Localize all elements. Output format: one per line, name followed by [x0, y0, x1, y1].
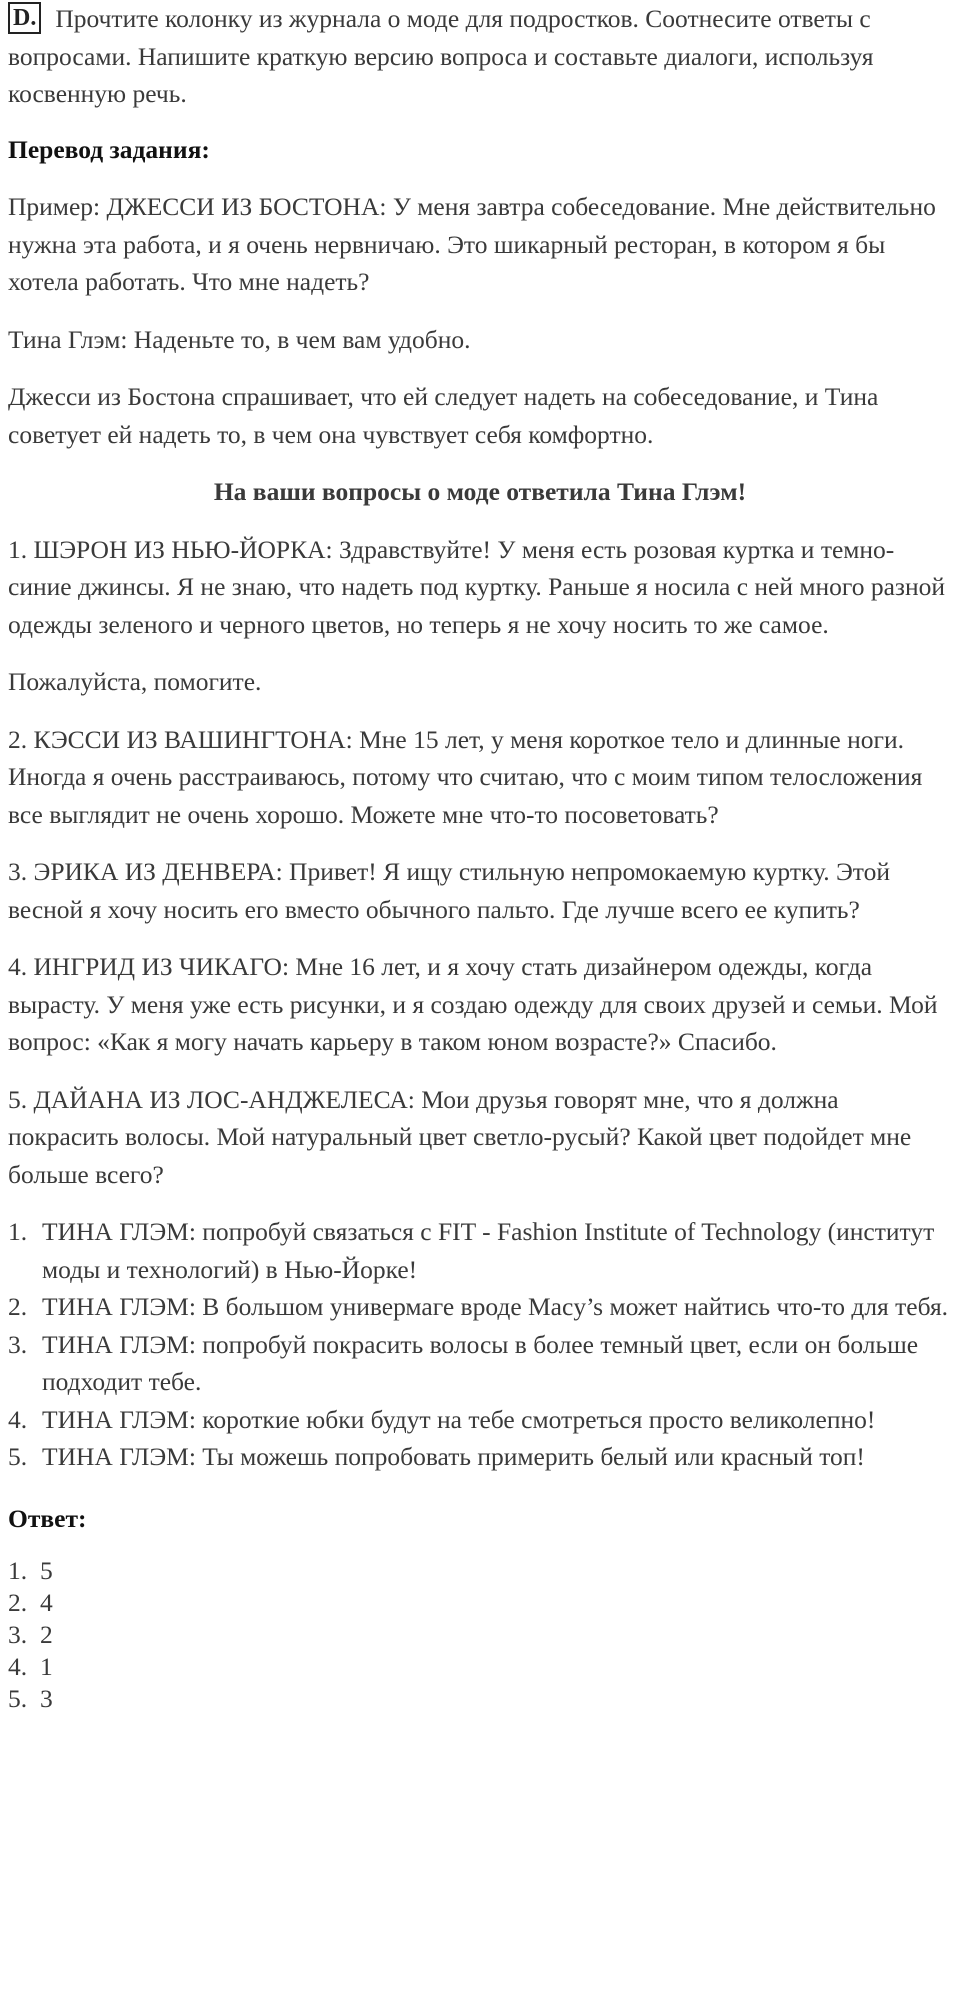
answer-key-value: 1 — [40, 1652, 53, 1681]
tina-answers-list — [8, 1213, 952, 1476]
example-reported-speech: Джесси из Бостона спрашивает, что ей следует надеть на собеседование, и Тина советует ей надеть то, в чем она чувствует себя комфортно. — [8, 382, 879, 449]
answer-key-item — [8, 1651, 952, 1683]
list-item-number: 4. — [8, 1404, 28, 1434]
list-item-text: ТИНА ГЛЭМ: короткие юбки будут на тебе смотреться просто великолепно! — [42, 1404, 876, 1434]
example-question: Пример: ДЖЕССИ ИЗ БОСТОНА: У меня завтра собеседование. Мне действительно нужна эта работа, и я очень нервничаю. Это шикарный ресторан, в котором я бы хотела работать. Что мне надеть? — [8, 192, 936, 296]
list-item-text: ТИНА ГЛЭМ: Ты можешь попробовать примерить белый или красный топ! — [42, 1442, 865, 1471]
task-text: Прочтите колонку из журнала о моде для подростков. Соотнесите ответы с вопросами. Напишите краткую версию вопроса и составьте диалоги, используя косвенную речь. — [8, 4, 874, 108]
list-item-number: 1. — [8, 1217, 28, 1246]
list-item-text: ТИНА ГЛЭМ: В большом универмаге вроде Macy’s может найтись что-то для тебя. — [42, 1292, 949, 1321]
answer-key-number: 3. — [8, 1620, 28, 1649]
list-item — [8, 1326, 952, 1401]
question-1: 1. ШЭРОН ИЗ НЬЮ-ЙОРКА: Здравствуйте! У меня есть розовая куртка и темно-синие джинсы. Я не знаю, что надеть под куртку. Раньше я носила с ней много разной одежды зеленого и черного цветов, но теперь я не хочу носить то же самое. — [8, 534, 946, 639]
answer-key-item — [8, 1683, 952, 1715]
list-item-text: ТИНА ГЛЭМ: попробуй покрасить волосы в более темный цвет, если он больше подходит тебе. — [42, 1329, 919, 1396]
list-item-number: 2. — [8, 1292, 28, 1321]
list-item-number: 3. — [8, 1329, 28, 1359]
list-item — [8, 1401, 952, 1439]
answer-heading: Ответ: — [8, 1503, 87, 1533]
answer-key-number: 4. — [8, 1652, 28, 1681]
list-item-number: 5. — [8, 1442, 28, 1471]
answer-key-value: 4 — [40, 1588, 53, 1617]
answer-key-number: 5. — [8, 1684, 28, 1713]
answer-key-item — [8, 1555, 952, 1587]
list-item-text: ТИНА ГЛЭМ: попробуй связаться с FIT - Fashion Institute of Technology (институт моды и технологий) в Нью-Йорке! — [42, 1217, 935, 1284]
question-5: 5. ДАЙАНА ИЗ ЛОС-АНДЖЕЛЕСА: Мои друзья говорят мне, что я должна покрасить волосы. Мой натуральный цвет светло-русый? Какой цвет подойдет мне больше всего? — [8, 1084, 912, 1189]
translation-heading: Перевод задания: — [8, 134, 210, 164]
question-3: 3. ЭРИКА ИЗ ДЕНВЕРА: Привет! Я ищу стильную непромокаемую куртку. Этой весной я хочу носить его вместо обычного пальто. Где лучше всего ее купить? — [8, 857, 890, 924]
answer-key-number: 2. — [8, 1588, 28, 1617]
question-2: 2. КЭССИ ИЗ ВАШИНГТОНА: Мне 15 лет, у меня короткое тело и длинные ноги. Иногда я очень расстраиваюсь, потому что считаю, что с моим типом телосложения все выглядит не очень хорошо. Можете мне что-то посоветовать? — [8, 724, 923, 829]
answer-key-item — [8, 1619, 952, 1651]
question-1-continued: Пожалуйста, помогите. — [8, 667, 262, 696]
example-answer: Тина Глэм: Наденьте то, в чем вам удобно. — [8, 324, 471, 354]
column-title: На ваши вопросы о моде ответила Тина Глэм! — [213, 477, 747, 506]
answer-key-list — [8, 1555, 952, 1715]
task-marker: D. — [8, 2, 41, 34]
answer-key-value: 3 — [40, 1684, 53, 1713]
list-item — [8, 1438, 952, 1476]
answer-key-value: 5 — [40, 1556, 53, 1585]
list-item — [8, 1213, 952, 1288]
question-4: 4. ИНГРИД ИЗ ЧИКАГО: Мне 16 лет, и я хочу стать дизайнером одежды, когда вырасту. У меня уже есть рисунки, и я создаю одежду для своих друзей и семьи. Мой вопрос: «Как я могу начать карьеру в таком юном возрасте?» Спасибо. — [8, 952, 938, 1056]
answer-key-value: 2 — [40, 1620, 53, 1649]
task-instruction — [8, 0, 952, 113]
answer-key-number: 1. — [8, 1556, 28, 1585]
answer-key-item — [8, 1587, 952, 1619]
list-item — [8, 1288, 952, 1326]
